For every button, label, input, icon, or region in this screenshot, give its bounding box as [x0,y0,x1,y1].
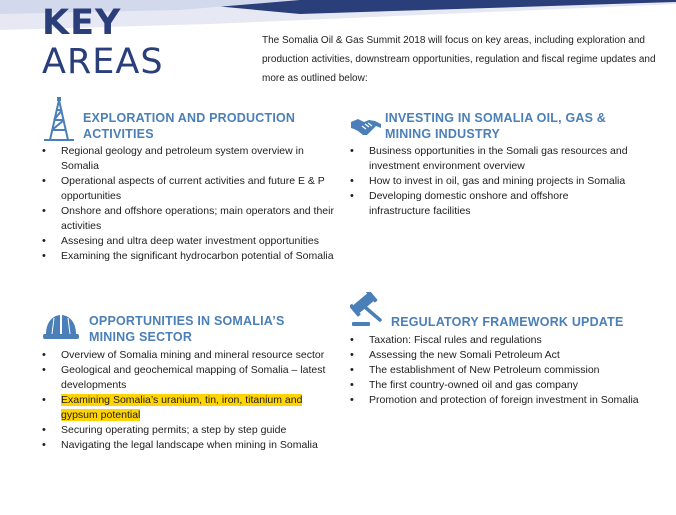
list-item: • Developing domestic onshore and offshore infrastructure facilities [350,189,632,219]
gavel-icon [350,292,386,328]
list-item: • Navigating the legal landscape when mining in Somalia [42,438,342,453]
list-item: • Assesing and ultra deep water investment opportunities [42,234,342,249]
list-item: • Business opportunities in the Somali gas resources and investment environment overview [350,144,632,174]
heading-line-1: INVESTING IN SOMALIA OIL, GAS & [385,111,607,125]
list-item: • Operational aspects of current activities and future E & P opportunities [42,174,342,204]
hard-hat-icon [42,312,80,342]
regulatory-list [350,333,640,408]
section-heading [83,110,343,142]
heading-line-1: OPPORTUNITIES IN SOMALIA’S [89,314,285,328]
list-item: • Onshore and offshore operations; main operators and their activities [42,204,342,234]
list-item: • Promotion and protection of foreign investment in Somalia [350,393,640,408]
investing-list [350,144,632,219]
list-item: • How to invest in oil, gas and mining projects in Somalia [350,174,632,189]
heading-line-2: ACTIVITIES [83,127,154,141]
list-item-highlighted [42,393,342,423]
list-item: • Taxation: Fiscal rules and regulations [350,333,640,348]
heading-line-1: REGULATORY FRAMEWORK UPDATE [391,315,624,329]
title-line-2: AREAS [42,42,164,82]
list-item: • Regional geology and petroleum system overview in Somalia [42,144,342,174]
section-heading [391,314,661,330]
list-item: • Overview of Somalia mining and mineral resource sector [42,348,342,363]
heading-line-1: EXPLORATION AND PRODUCTION [83,111,296,125]
list-item: • Geological and geochemical mapping of Somalia – latest developments [42,363,342,393]
page-title [42,4,164,82]
list-item: • Securing operating permits; a step by step guide [42,423,342,438]
list-item: • Assessing the new Somali Petroleum Act [350,348,640,363]
heading-line-2: MINING SECTOR [89,330,193,344]
highlighted-text: Examining Somalia’s uranium, tin, iron, titanium and gypsum potential [61,394,303,421]
section-exploration [42,96,342,296]
title-line-1: KEY [42,3,122,43]
list-item: • Examining the significant hydrocarbon potential of Somalia [42,249,342,264]
heading-line-2: MINING INDUSTRY [385,127,501,141]
list-item: • The first country-owned oil and gas company [350,378,640,393]
oil-derrick-icon [42,96,76,142]
section-heading [385,110,655,142]
section-investing [350,96,650,246]
exploration-list [42,144,342,264]
intro-text: The Somalia Oil & Gas Summit 2018 will focus on key areas, including exploration and production activities, downstream opportunities, regulation and fiscal regime updates and more as outlined below: [262,35,656,84]
mining-list [42,348,342,453]
section-heading [89,313,339,345]
list-item: • The establishment of New Petroleum commission [350,363,640,378]
section-regulatory [350,292,650,442]
section-mining [42,310,342,510]
handshake-icon [350,114,382,140]
